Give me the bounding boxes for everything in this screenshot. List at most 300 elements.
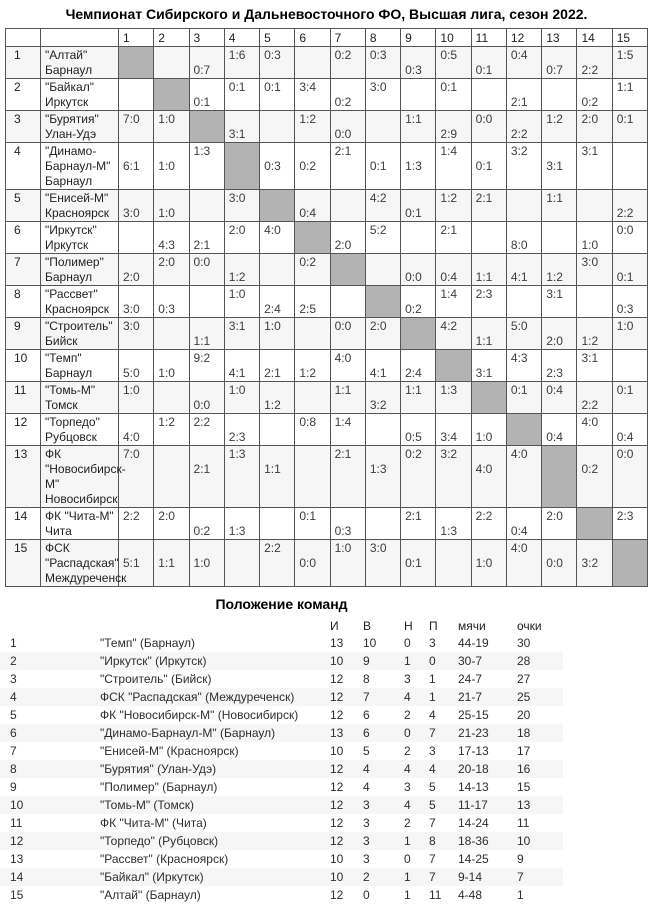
result-cell bbox=[471, 79, 506, 111]
result-cell bbox=[401, 79, 436, 111]
result-cell bbox=[577, 382, 612, 414]
result-cell bbox=[224, 318, 259, 350]
goals: 25-15 bbox=[458, 708, 489, 722]
second-leg-score: 0:1 bbox=[405, 206, 422, 220]
wins-header: В bbox=[363, 619, 372, 633]
goals: 9-14 bbox=[458, 870, 483, 884]
result-cell bbox=[365, 382, 400, 414]
second-leg-score: 0:2 bbox=[581, 462, 599, 476]
team-name-line: "Байкал" bbox=[45, 80, 94, 94]
result-cell bbox=[612, 190, 647, 222]
result-cell bbox=[612, 286, 647, 318]
second-leg-score bbox=[476, 127, 505, 142]
wins: 9 bbox=[363, 654, 370, 668]
team-cell bbox=[41, 446, 126, 508]
second-leg-score bbox=[299, 63, 328, 78]
result-cell bbox=[154, 190, 189, 222]
second-leg-score bbox=[511, 302, 540, 317]
first-leg-score: 1:2 bbox=[158, 415, 175, 429]
row-number: 1 bbox=[6, 47, 41, 79]
games: 12 bbox=[330, 690, 344, 704]
result-cell bbox=[260, 414, 295, 446]
first-leg-score bbox=[264, 351, 293, 366]
result-cell bbox=[436, 508, 471, 540]
result-cell bbox=[506, 47, 541, 79]
draws: 2 bbox=[404, 708, 411, 722]
result-cell bbox=[119, 222, 154, 254]
first-leg-score: 3:1 bbox=[581, 351, 599, 365]
first-leg-score bbox=[194, 191, 223, 206]
second-leg-score bbox=[299, 398, 328, 413]
result-cell bbox=[436, 446, 471, 508]
second-leg-score bbox=[335, 556, 364, 571]
second-leg-score bbox=[370, 524, 399, 539]
second-leg-score: 2:1 bbox=[193, 238, 211, 252]
second-leg-score bbox=[194, 159, 223, 174]
diagonal-cell bbox=[224, 143, 259, 190]
result-cell bbox=[577, 111, 612, 143]
result-cell bbox=[260, 111, 295, 143]
games: 10 bbox=[330, 852, 344, 866]
result-cell bbox=[119, 111, 154, 143]
first-leg-score bbox=[476, 351, 505, 366]
first-leg-score bbox=[546, 255, 575, 270]
result-cell bbox=[401, 540, 436, 587]
first-leg-score: 4:0 bbox=[264, 223, 281, 237]
result-cell bbox=[260, 222, 295, 254]
first-leg-score: 3:0 bbox=[369, 80, 387, 94]
second-leg-score bbox=[440, 95, 469, 110]
result-cell bbox=[295, 414, 330, 446]
second-leg-score bbox=[299, 127, 328, 142]
first-leg-score: 0:5 bbox=[440, 48, 458, 62]
first-leg-score: 0:1 bbox=[264, 80, 281, 94]
first-leg-score: 1:0 bbox=[616, 319, 634, 333]
crosstable-body bbox=[6, 47, 648, 587]
second-leg-score bbox=[299, 334, 328, 349]
result-cell bbox=[154, 318, 189, 350]
result-cell bbox=[224, 508, 259, 540]
team-name-line: "Алтай" bbox=[45, 48, 88, 62]
first-leg-score: 0:1 bbox=[616, 112, 634, 126]
standings-row bbox=[0, 670, 563, 688]
second-leg-score bbox=[264, 95, 293, 110]
first-leg-score: 1:0 bbox=[158, 112, 175, 126]
second-leg-score bbox=[370, 334, 399, 349]
draws: 0 bbox=[404, 726, 411, 740]
second-leg-score: 1:3 bbox=[228, 524, 246, 538]
result-cell bbox=[506, 222, 541, 254]
result-cell bbox=[154, 540, 189, 587]
crosstable-row bbox=[6, 446, 648, 508]
first-leg-score bbox=[511, 509, 540, 524]
result-cell bbox=[224, 414, 259, 446]
first-leg-score bbox=[158, 287, 187, 302]
column-number-header: 9 bbox=[401, 29, 436, 47]
draws: 1 bbox=[404, 654, 411, 668]
first-leg-score bbox=[511, 80, 540, 95]
team-name-line: Иркутск bbox=[45, 238, 89, 252]
goals: 44-19 bbox=[458, 636, 489, 650]
second-leg-score bbox=[476, 524, 505, 539]
games: 10 bbox=[330, 870, 344, 884]
first-leg-score bbox=[476, 541, 505, 556]
result-cell bbox=[154, 143, 189, 190]
result-cell bbox=[506, 350, 541, 382]
team-cell bbox=[41, 79, 119, 111]
result-cell bbox=[189, 79, 224, 111]
column-number-header: 10 bbox=[436, 29, 471, 47]
team-name-line: "Торпедо" bbox=[45, 415, 100, 429]
second-leg-score bbox=[299, 524, 328, 539]
first-leg-score bbox=[123, 144, 152, 159]
team-name-line: "Распадская" bbox=[45, 556, 119, 570]
team-name-line: М" bbox=[45, 477, 60, 491]
result-cell bbox=[365, 222, 400, 254]
losses: 7 bbox=[429, 870, 436, 884]
result-cell bbox=[506, 254, 541, 286]
team-cell bbox=[41, 508, 119, 540]
crosstable-row bbox=[6, 508, 648, 540]
first-leg-score bbox=[370, 509, 399, 524]
games: 12 bbox=[330, 888, 344, 902]
second-leg-score bbox=[370, 127, 399, 142]
second-leg-score: 0:0 bbox=[299, 556, 317, 570]
column-number-header: 12 bbox=[506, 29, 541, 47]
position: 3 bbox=[10, 672, 17, 686]
team-name-line: "Строитель" bbox=[45, 319, 113, 333]
second-leg-score bbox=[617, 334, 646, 349]
first-leg-score: 7:0 bbox=[123, 112, 140, 126]
losses: 4 bbox=[429, 708, 436, 722]
first-leg-score bbox=[264, 447, 293, 462]
second-leg-score bbox=[335, 334, 364, 349]
result-cell bbox=[577, 222, 612, 254]
second-leg-score: 0:4 bbox=[616, 430, 634, 444]
first-leg-score bbox=[264, 383, 293, 398]
result-cell bbox=[330, 79, 365, 111]
diagonal-cell bbox=[436, 350, 471, 382]
standings-row bbox=[0, 886, 563, 904]
wins: 6 bbox=[363, 726, 370, 740]
crosstable-row bbox=[6, 111, 648, 143]
first-leg-score: 2:1 bbox=[334, 144, 352, 158]
first-leg-score bbox=[299, 144, 328, 159]
result-cell bbox=[542, 143, 577, 190]
result-cell bbox=[189, 143, 224, 190]
second-leg-score bbox=[194, 270, 223, 285]
row-number: 12 bbox=[6, 414, 41, 446]
result-cell bbox=[612, 111, 647, 143]
second-leg-score: 2:9 bbox=[440, 127, 458, 141]
result-cell bbox=[154, 446, 189, 508]
result-cell bbox=[224, 350, 259, 382]
row-number: 14 bbox=[6, 508, 41, 540]
second-leg-score bbox=[370, 430, 399, 445]
second-leg-score: 1:1 bbox=[158, 556, 175, 570]
first-leg-score bbox=[546, 144, 575, 159]
first-leg-score bbox=[405, 223, 434, 238]
result-cell bbox=[154, 382, 189, 414]
second-leg-score: 1:0 bbox=[158, 206, 175, 220]
result-cell bbox=[401, 143, 436, 190]
first-leg-score bbox=[405, 415, 434, 430]
second-leg-score: 2:2 bbox=[581, 63, 599, 77]
team-name-line: Чита bbox=[45, 524, 72, 538]
wins: 5 bbox=[363, 744, 370, 758]
second-leg-score bbox=[511, 159, 540, 174]
first-leg-score bbox=[158, 48, 187, 63]
games: 12 bbox=[330, 798, 344, 812]
first-leg-score bbox=[229, 255, 258, 270]
team-name: ФК "Чита-М" (Чита) bbox=[100, 816, 207, 830]
second-leg-score: 1:2 bbox=[581, 334, 599, 348]
second-leg-score bbox=[511, 556, 540, 571]
losses: 1 bbox=[429, 672, 436, 686]
losses: 11 bbox=[429, 888, 442, 902]
team-name-line: Барнаул bbox=[45, 270, 93, 284]
second-leg-score bbox=[299, 270, 328, 285]
result-cell bbox=[577, 190, 612, 222]
second-leg-score: 1:1 bbox=[475, 270, 493, 284]
result-cell bbox=[295, 286, 330, 318]
first-leg-score bbox=[581, 223, 610, 238]
second-leg-score bbox=[229, 206, 258, 221]
team-cell bbox=[41, 414, 119, 446]
losses: 8 bbox=[429, 834, 436, 848]
second-leg-score bbox=[581, 159, 610, 174]
crosstable-row bbox=[6, 286, 648, 318]
second-leg-score: 3:2 bbox=[581, 556, 599, 570]
result-cell bbox=[506, 143, 541, 190]
first-leg-score: 1:0 bbox=[264, 319, 281, 333]
second-leg-score bbox=[440, 462, 469, 477]
first-leg-score bbox=[158, 319, 187, 334]
result-cell bbox=[224, 47, 259, 79]
result-cell bbox=[542, 508, 577, 540]
team-name: ФК "Новосибирск-М" (Новосибирск) bbox=[100, 708, 299, 722]
first-leg-score bbox=[370, 351, 399, 366]
standings-header-row bbox=[0, 616, 563, 634]
result-cell bbox=[295, 508, 330, 540]
draws: 0 bbox=[404, 852, 411, 866]
first-leg-score: 1:3 bbox=[440, 383, 458, 397]
first-leg-score bbox=[511, 112, 540, 127]
standings-header-spacer bbox=[90, 616, 320, 634]
second-leg-score: 2:0 bbox=[123, 270, 140, 284]
first-leg-score: 1:4 bbox=[440, 144, 458, 158]
second-leg-score: 0:4 bbox=[546, 430, 563, 444]
result-cell bbox=[365, 47, 400, 79]
first-leg-score bbox=[335, 223, 364, 238]
column-number-header: 8 bbox=[365, 29, 400, 47]
first-leg-score: 3:2 bbox=[440, 447, 458, 461]
wins: 4 bbox=[363, 780, 370, 794]
standings-row bbox=[0, 706, 563, 724]
result-cell bbox=[401, 190, 436, 222]
first-leg-score: 3:1 bbox=[581, 144, 599, 158]
team-name: "Динамо-Барнаул-М" (Барнаул) bbox=[100, 726, 276, 740]
result-cell bbox=[506, 540, 541, 587]
first-leg-score: 0:2 bbox=[405, 447, 422, 461]
team-name-line: "Динамо- bbox=[45, 144, 97, 158]
second-leg-score bbox=[405, 127, 434, 142]
row-number: 5 bbox=[6, 190, 41, 222]
result-cell bbox=[577, 254, 612, 286]
result-cell bbox=[612, 508, 647, 540]
second-leg-score bbox=[546, 302, 575, 317]
team-name-line: Томск bbox=[45, 398, 78, 412]
result-cell bbox=[365, 79, 400, 111]
first-leg-score: 0:8 bbox=[299, 415, 317, 429]
goals: 24-7 bbox=[458, 672, 483, 686]
first-leg-score bbox=[335, 112, 364, 127]
wins: 8 bbox=[363, 672, 370, 686]
second-leg-score: 1:3 bbox=[369, 462, 387, 476]
position: 9 bbox=[10, 780, 17, 794]
first-leg-score bbox=[194, 447, 223, 462]
result-cell bbox=[154, 414, 189, 446]
points: 17 bbox=[517, 744, 531, 758]
second-leg-score: 1:3 bbox=[440, 524, 458, 538]
points: 25 bbox=[517, 690, 531, 704]
second-leg-score bbox=[370, 238, 399, 253]
first-leg-score bbox=[299, 191, 328, 206]
result-cell bbox=[189, 508, 224, 540]
corner-cell bbox=[6, 29, 41, 47]
first-leg-score: 1:1 bbox=[616, 80, 634, 94]
second-leg-score: 2:5 bbox=[299, 302, 317, 316]
first-leg-score: 0:1 bbox=[510, 383, 528, 397]
team-cell bbox=[41, 318, 119, 350]
team-name-line: "Енисей-М" bbox=[45, 191, 109, 205]
result-cell bbox=[471, 414, 506, 446]
first-leg-score: 2:1 bbox=[475, 191, 493, 205]
first-leg-score bbox=[194, 223, 223, 238]
points: 13 bbox=[517, 798, 531, 812]
first-leg-score: 9:2 bbox=[193, 351, 211, 365]
first-leg-score: 3:4 bbox=[299, 80, 317, 94]
result-cell bbox=[154, 508, 189, 540]
second-leg-score: 3:1 bbox=[228, 127, 246, 141]
result-cell bbox=[260, 254, 295, 286]
first-leg-score bbox=[581, 447, 610, 462]
result-cell bbox=[612, 318, 647, 350]
second-leg-score: 0:3 bbox=[334, 524, 352, 538]
first-leg-score bbox=[476, 80, 505, 95]
second-leg-score bbox=[405, 462, 434, 477]
team-name-line: Барнаул bbox=[45, 366, 93, 380]
row-number: 6 bbox=[6, 222, 41, 254]
draws: 4 bbox=[404, 798, 411, 812]
losses: 5 bbox=[429, 780, 436, 794]
first-leg-score bbox=[511, 255, 540, 270]
first-leg-score: 0:0 bbox=[616, 447, 634, 461]
first-leg-score: 2:2 bbox=[193, 415, 211, 429]
result-cell bbox=[189, 446, 224, 508]
losses-header: П bbox=[429, 619, 438, 633]
result-cell bbox=[119, 446, 154, 508]
result-cell bbox=[365, 190, 400, 222]
result-cell bbox=[295, 318, 330, 350]
position: 15 bbox=[10, 888, 24, 902]
crosstable-row bbox=[6, 540, 648, 587]
result-cell bbox=[401, 508, 436, 540]
second-leg-score bbox=[511, 366, 540, 381]
goals: 14-24 bbox=[458, 816, 489, 830]
second-leg-score: 4:1 bbox=[228, 366, 246, 380]
losses: 4 bbox=[429, 762, 436, 776]
column-number-header: 3 bbox=[189, 29, 224, 47]
result-cell bbox=[365, 446, 400, 508]
first-leg-score bbox=[370, 144, 399, 159]
first-leg-score: 1:6 bbox=[228, 48, 246, 62]
result-cell bbox=[612, 143, 647, 190]
second-leg-score: 5:1 bbox=[123, 556, 140, 570]
first-leg-score bbox=[617, 287, 646, 302]
result-cell bbox=[542, 382, 577, 414]
first-leg-score bbox=[264, 415, 293, 430]
result-cell bbox=[542, 190, 577, 222]
second-leg-score bbox=[229, 398, 258, 413]
crosstable-row bbox=[6, 143, 648, 190]
result-cell bbox=[436, 79, 471, 111]
column-number-header: 14 bbox=[577, 29, 612, 47]
second-leg-score bbox=[405, 238, 434, 253]
row-number: 11 bbox=[6, 382, 41, 414]
second-leg-score bbox=[617, 238, 646, 253]
second-leg-score bbox=[546, 206, 575, 221]
result-cell bbox=[612, 446, 647, 508]
first-leg-score: 4:0 bbox=[510, 447, 528, 461]
team-cell bbox=[41, 222, 119, 254]
first-leg-score bbox=[299, 48, 328, 63]
points-header: очки bbox=[517, 619, 542, 633]
result-cell bbox=[154, 111, 189, 143]
wins: 3 bbox=[363, 798, 370, 812]
first-leg-score: 0:1 bbox=[616, 383, 634, 397]
standings-title: Положение команд bbox=[215, 596, 348, 612]
result-cell bbox=[612, 222, 647, 254]
points: 9 bbox=[517, 852, 524, 866]
second-leg-score: 0:0 bbox=[193, 398, 211, 412]
first-leg-score bbox=[123, 541, 152, 556]
first-leg-score: 1:2 bbox=[546, 112, 563, 126]
team-name-line: Бийск bbox=[45, 334, 78, 348]
row-number: 7 bbox=[6, 254, 41, 286]
first-leg-score: 0:1 bbox=[440, 80, 458, 94]
second-leg-score bbox=[335, 63, 364, 78]
first-leg-score: 0:2 bbox=[299, 255, 317, 269]
result-cell bbox=[295, 111, 330, 143]
result-cell bbox=[401, 47, 436, 79]
wins: 0 bbox=[363, 888, 370, 902]
result-cell bbox=[119, 414, 154, 446]
second-leg-score: 0:1 bbox=[369, 159, 387, 173]
games: 13 bbox=[330, 726, 344, 740]
result-cell bbox=[295, 254, 330, 286]
diagonal-cell bbox=[542, 446, 577, 508]
second-leg-score: 0:1 bbox=[475, 159, 493, 173]
first-leg-score: 0:0 bbox=[193, 255, 211, 269]
row-number: 10 bbox=[6, 350, 41, 382]
result-cell bbox=[295, 382, 330, 414]
result-cell bbox=[542, 79, 577, 111]
first-leg-score bbox=[405, 144, 434, 159]
result-cell bbox=[471, 446, 506, 508]
first-leg-score: 2:0 bbox=[581, 112, 599, 126]
first-leg-score bbox=[617, 415, 646, 430]
